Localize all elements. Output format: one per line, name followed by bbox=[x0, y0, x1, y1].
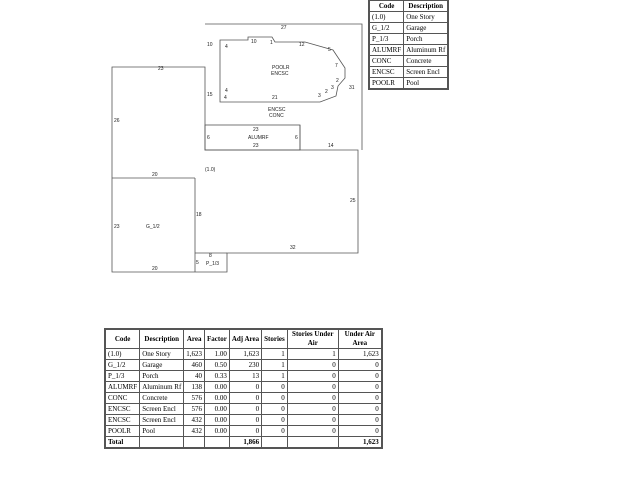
area-table-cell: 1 bbox=[262, 371, 288, 382]
dim-pool-9: 3 bbox=[331, 85, 334, 91]
legend-row bbox=[370, 56, 448, 67]
area-table-cell: 0 bbox=[229, 382, 261, 393]
area-header-area: Area bbox=[184, 330, 205, 349]
area-table-cell: 0.00 bbox=[205, 415, 230, 426]
legend-code: POOLR bbox=[370, 78, 404, 89]
total-label: Total bbox=[106, 437, 140, 448]
area-table-cell: 230 bbox=[229, 360, 261, 371]
aluminum-area-code: ALUMRF bbox=[248, 135, 269, 141]
dim-garage-bottom: 20 bbox=[152, 266, 158, 272]
area-table-cell: 0 bbox=[262, 415, 288, 426]
legend-code: (1.0) bbox=[370, 12, 404, 23]
area-table-cell: 0 bbox=[287, 382, 338, 393]
area-table-cell: 0 bbox=[229, 404, 261, 415]
area-table-row bbox=[106, 393, 382, 404]
area-table-cell: 0 bbox=[338, 382, 381, 393]
porch-area-code: P_1/3 bbox=[206, 261, 220, 267]
dim-aluminum-top: 23 bbox=[253, 127, 259, 133]
area-table-cell: 0.33 bbox=[205, 371, 230, 382]
area-header-stories-under-air: Stories Under Air bbox=[287, 330, 338, 349]
area-table-cell: CONC bbox=[106, 393, 140, 404]
total-under-air-area: 1,623 bbox=[338, 437, 381, 448]
area-table-cell: Pool bbox=[140, 426, 184, 437]
area-table-cell: 0 bbox=[287, 393, 338, 404]
legend-code: ALUMRF bbox=[370, 45, 404, 56]
legend-description: Concrete bbox=[404, 56, 448, 67]
area-table-cell: P_1/3 bbox=[106, 371, 140, 382]
code-legend-table bbox=[369, 0, 448, 89]
area-table-cell: 1.00 bbox=[205, 349, 230, 360]
area-header-factor: Factor bbox=[205, 330, 230, 349]
legend-row bbox=[370, 67, 448, 78]
area-table-cell: ENCSC bbox=[106, 415, 140, 426]
area-table-cell: 13 bbox=[229, 371, 261, 382]
area-header-code: Code bbox=[106, 330, 140, 349]
area-table-cell: 0.50 bbox=[205, 360, 230, 371]
area-header-stories: Stories bbox=[262, 330, 288, 349]
area-table-cell: 0 bbox=[229, 415, 261, 426]
screen-enclosure-outline bbox=[205, 24, 362, 150]
area-table-cell: 432 bbox=[184, 415, 205, 426]
dim-pool-2: 10 bbox=[251, 39, 257, 45]
area-table-cell: 460 bbox=[184, 360, 205, 371]
legend-description: Aluminum Rf bbox=[404, 45, 448, 56]
legend-row bbox=[370, 45, 448, 56]
legend-description: Screen Encl bbox=[404, 67, 448, 78]
dim-pool-1: 10 bbox=[207, 42, 213, 48]
legend-header-code: Code bbox=[370, 1, 404, 12]
dim-aluminum-right: 6 bbox=[295, 135, 298, 141]
area-table-cell: 0 bbox=[287, 371, 338, 382]
area-table-cell: 1 bbox=[287, 349, 338, 360]
area-table-row bbox=[106, 415, 382, 426]
area-table-cell: ENCSC bbox=[106, 404, 140, 415]
dim-porch-top: 8 bbox=[209, 253, 212, 259]
dim-aluminum-bottom: 23 bbox=[253, 143, 259, 149]
legend-description: Garage bbox=[404, 23, 448, 34]
legend-description: Pool bbox=[404, 78, 448, 89]
dim-pool-4: 1 bbox=[270, 40, 273, 46]
legend-row bbox=[370, 78, 448, 89]
dim-pool-5: 12 bbox=[299, 42, 305, 48]
area-table-cell: 0 bbox=[338, 426, 381, 437]
area-table-cell: Concrete bbox=[140, 393, 184, 404]
dim-encsc-top: 27 bbox=[281, 25, 287, 31]
dim-pool-15: 4 bbox=[224, 95, 227, 101]
legend-description: One Story bbox=[404, 12, 448, 23]
total-cell bbox=[262, 437, 288, 448]
area-table-cell: Screen Encl bbox=[140, 415, 184, 426]
area-table-cell: POOLR bbox=[106, 426, 140, 437]
total-cell bbox=[140, 437, 184, 448]
dim-encsc-right-bottom: 14 bbox=[328, 143, 334, 149]
area-total-row bbox=[106, 437, 382, 448]
area-table-cell: 0 bbox=[287, 404, 338, 415]
area-table-cell: 0 bbox=[287, 426, 338, 437]
area-table-cell: (1.0) bbox=[106, 349, 140, 360]
legend-row bbox=[370, 23, 448, 34]
dim-pool-8: 2 bbox=[336, 78, 339, 84]
area-table-cell: ALUMRF bbox=[106, 382, 140, 393]
total-adj-area: 1,866 bbox=[229, 437, 261, 448]
area-header-adj-area: Adj Area bbox=[229, 330, 261, 349]
area-table-cell: 0 bbox=[338, 360, 381, 371]
area-table-cell: 1 bbox=[262, 360, 288, 371]
dim-pool-10: 2 bbox=[325, 89, 328, 95]
area-header-under-air-area: Under Air Area bbox=[338, 330, 381, 349]
main-house-outline bbox=[112, 67, 358, 272]
dim-main-right: 25 bbox=[350, 198, 356, 204]
dim-garage-left: 23 bbox=[114, 224, 120, 230]
area-table-cell: 40 bbox=[184, 371, 205, 382]
legend-code: P_1/3 bbox=[370, 34, 404, 45]
dim-pool-3: 4 bbox=[225, 44, 228, 50]
dim-porch-left: 5 bbox=[196, 260, 199, 266]
dim-pool-13: 4 bbox=[225, 88, 228, 94]
area-calculation-table bbox=[105, 329, 382, 448]
area-table-cell: 0 bbox=[229, 426, 261, 437]
dim-pool-7: 7 bbox=[335, 63, 338, 69]
legend-row bbox=[370, 34, 448, 45]
legend-code: G_1/2 bbox=[370, 23, 404, 34]
area-table-cell: 0 bbox=[338, 371, 381, 382]
pool-inner-code: ENCSC bbox=[271, 71, 289, 77]
area-table-row bbox=[106, 349, 382, 360]
area-table-row bbox=[106, 360, 382, 371]
dim-encsc-right: 31 bbox=[349, 85, 355, 91]
area-table-cell: 0 bbox=[287, 360, 338, 371]
area-table-cell: 0 bbox=[262, 382, 288, 393]
legend-header-row bbox=[370, 1, 448, 12]
dim-main-mid: 20 bbox=[152, 172, 158, 178]
pool-area-code: POOLR bbox=[272, 65, 290, 71]
area-table-row bbox=[106, 426, 382, 437]
area-table-cell: 0.00 bbox=[205, 426, 230, 437]
dim-main-left: 26 bbox=[114, 118, 120, 124]
dim-pool-11: 3 bbox=[318, 93, 321, 99]
conc-area-code: CONC bbox=[269, 113, 284, 119]
total-cell bbox=[205, 437, 230, 448]
dim-garage-right: 18 bbox=[196, 212, 202, 218]
legend-description: Porch bbox=[404, 34, 448, 45]
area-table-cell: 0 bbox=[262, 404, 288, 415]
area-table-row bbox=[106, 382, 382, 393]
area-table-cell: 1,623 bbox=[229, 349, 261, 360]
area-table-cell: 0 bbox=[287, 415, 338, 426]
area-table-cell: Garage bbox=[140, 360, 184, 371]
main-area-code: (1.0) bbox=[205, 167, 216, 173]
dim-main-top: 23 bbox=[158, 66, 164, 72]
area-table-row bbox=[106, 404, 382, 415]
dim-pool-14: 15 bbox=[207, 92, 213, 98]
area-table-cell: 576 bbox=[184, 393, 205, 404]
area-table-cell: Porch bbox=[140, 371, 184, 382]
dim-pool-12: 21 bbox=[272, 95, 278, 101]
legend-header-description: Description bbox=[404, 1, 448, 12]
area-table-cell: Aluminum Rf bbox=[140, 382, 184, 393]
area-table-cell: 0 bbox=[338, 415, 381, 426]
area-table-cell: 1 bbox=[262, 349, 288, 360]
legend-row bbox=[370, 12, 448, 23]
garage-area-code: G_1/2 bbox=[146, 224, 160, 230]
area-header-row bbox=[106, 330, 382, 349]
area-table-cell: 432 bbox=[184, 426, 205, 437]
dim-pool-6: 5 bbox=[328, 47, 331, 53]
dim-main-bottom: 32 bbox=[290, 245, 296, 251]
area-table-cell: G_1/2 bbox=[106, 360, 140, 371]
area-table-cell: 1,623 bbox=[184, 349, 205, 360]
legend-code: CONC bbox=[370, 56, 404, 67]
area-table-cell: 0.00 bbox=[205, 382, 230, 393]
area-table-cell: One Story bbox=[140, 349, 184, 360]
area-table-cell: 0 bbox=[229, 393, 261, 404]
area-table-cell: 0 bbox=[262, 393, 288, 404]
encsc-area-code: ENCSC bbox=[268, 107, 286, 113]
area-table-cell: 0 bbox=[338, 404, 381, 415]
area-table-cell: 138 bbox=[184, 382, 205, 393]
area-table-cell: Screen Encl bbox=[140, 404, 184, 415]
legend-code: ENCSC bbox=[370, 67, 404, 78]
area-header-description: Description bbox=[140, 330, 184, 349]
total-cell bbox=[287, 437, 338, 448]
dim-aluminum-left: 6 bbox=[207, 135, 210, 141]
area-table-cell: 0.00 bbox=[205, 404, 230, 415]
area-table-cell: 0 bbox=[338, 393, 381, 404]
area-table-cell: 1,623 bbox=[338, 349, 381, 360]
area-table-row bbox=[106, 371, 382, 382]
total-cell bbox=[184, 437, 205, 448]
area-table-cell: 576 bbox=[184, 404, 205, 415]
area-table-cell: 0.00 bbox=[205, 393, 230, 404]
area-table-cell: 0 bbox=[262, 426, 288, 437]
